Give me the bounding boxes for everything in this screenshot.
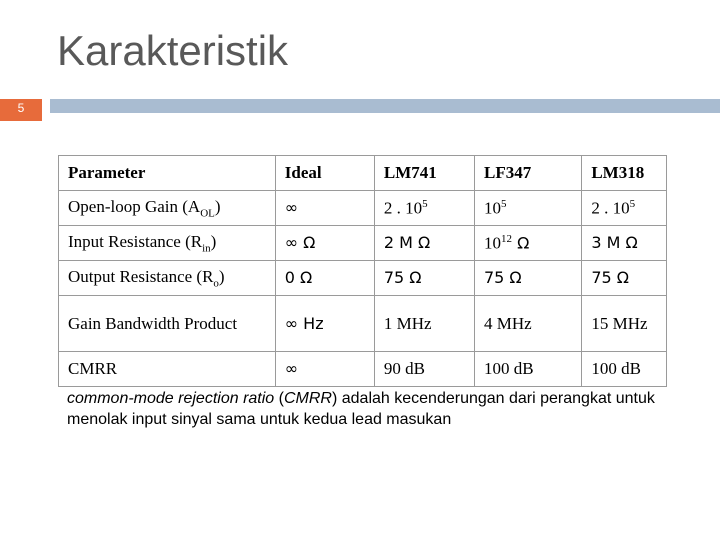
param-cell: Gain Bandwidth Product (59, 296, 276, 352)
ideal-cell: ∞ Ω (275, 226, 374, 261)
param-cell: CMRR (59, 352, 276, 387)
param-cell: Output Resistance $(R_o)$ (59, 261, 276, 296)
lm318-cell: 15 MHz (582, 296, 667, 352)
table-row (59, 226, 667, 261)
param-cell: Open-loop Gain $(A_{OL})$ (59, 191, 276, 226)
table-row (59, 296, 667, 352)
header-cell: LF347 (474, 156, 581, 191)
opamp-characteristics-table (58, 155, 667, 387)
ideal-cell: 0 Ω (275, 261, 374, 296)
lm318-cell: 100 dB (582, 352, 667, 387)
lm741-cell: 2 . $10^5$ (374, 191, 474, 226)
header-cell: LM318 (582, 156, 667, 191)
header-cell: Ideal (275, 156, 374, 191)
table-row (59, 191, 667, 226)
cmrr-definition: common-mode rejection ratio (CMRR) adalah kecenderungan dari perangkat untuk menolak input sinyal sama untuk kedua lead masukan (67, 390, 655, 428)
lf347-cell: 100 dB (474, 352, 581, 387)
param-cell: Input Resistance $(R_{in})$ (59, 226, 276, 261)
lm318-cell: 2 . $10^5$ (582, 191, 667, 226)
ideal-cell: ∞ Hz (275, 296, 374, 352)
lf347-cell: $10^5$ (474, 191, 581, 226)
table-header-row (59, 156, 667, 191)
lm741-cell: 1 MHz (374, 296, 474, 352)
lf347-cell: 75 Ω (474, 261, 581, 296)
lf347-cell: $10^{12}$ Ω (474, 226, 581, 261)
slide-title: Karakteristik (57, 27, 289, 74)
lm741-cell: 2 M Ω (374, 226, 474, 261)
header-cell: LM741 (374, 156, 474, 191)
ideal-cell: ∞ (275, 191, 374, 226)
lf347-cell: 4 MHz (474, 296, 581, 352)
ideal-cell: ∞ (275, 352, 374, 387)
lm318-cell: 75 Ω (582, 261, 667, 296)
slide-number: 5 (17, 101, 25, 115)
lm318-cell: 3 M Ω (582, 226, 667, 261)
table-row (59, 261, 667, 296)
table-row (59, 352, 667, 387)
lm741-cell: 75 Ω (374, 261, 474, 296)
header-rule (50, 99, 720, 113)
lm741-cell: 90 dB (374, 352, 474, 387)
header-cell: Parameter (59, 156, 276, 191)
